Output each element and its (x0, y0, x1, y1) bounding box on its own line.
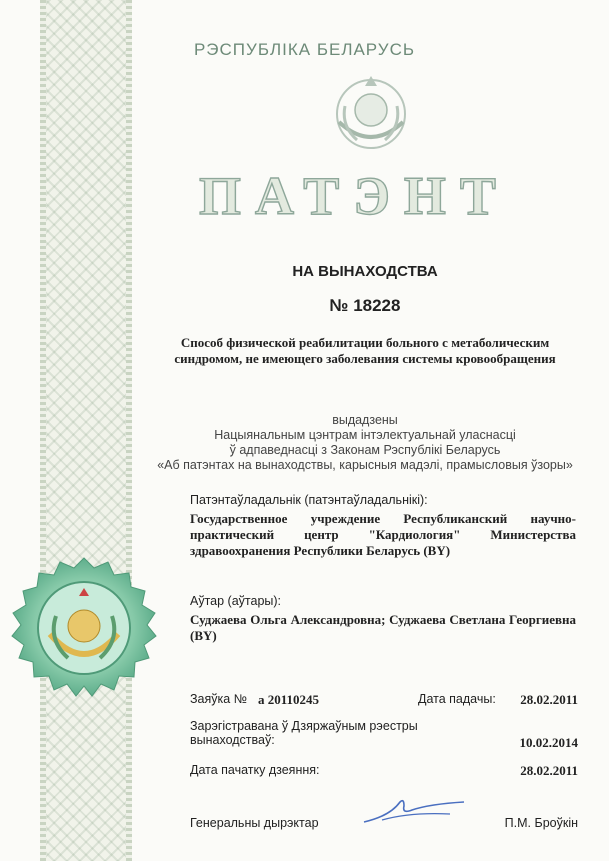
director-name: П.М. Броўкін (504, 816, 578, 830)
invention-type: НА ВЫНАХОДСТВА (292, 263, 438, 280)
decorative-border (40, 0, 132, 861)
registration-date: 10.02.2014 (519, 735, 578, 750)
registration-label-2: вынаходстваў: (190, 733, 275, 747)
filing-date-label: Дата падачы: (418, 692, 496, 706)
director-label: Генеральны дырэктар (190, 816, 319, 830)
author-value: Суджаева Ольга Александровна; Суджаева Светлана Георгиевна (BY) (190, 612, 576, 643)
registration-label-1: Зарэгістравана ў Дзяржаўным рэестры (190, 719, 418, 733)
filing-date: 28.02.2011 (520, 692, 578, 707)
start-label: Дата пачатку дзеяння: (190, 763, 320, 777)
registration-row (190, 719, 578, 750)
issuing-authority (150, 413, 580, 473)
application-number: а 20110245 (258, 692, 320, 707)
holder-label: Патэнтаўладальнік (патэнтаўладальнікі): (190, 493, 428, 507)
start-date: 28.02.2011 (520, 763, 578, 778)
issued-line-3: ў адпаведнасці з Законам Рэспублікі Беларусь (229, 443, 501, 457)
holder-value: Государственное учреждение Республиканский научно-практический центр "Кардиология" Министерства здравоохранения Республики Беларусь (BY) (190, 511, 576, 558)
author-label: Аўтар (аўтары): (190, 594, 282, 608)
application-label: Заяўка № (190, 692, 248, 706)
hologram-seal (10, 556, 158, 704)
issued-line-2: Нацыянальным цэнтрам інтэлектуальнай уласнасці (214, 428, 516, 442)
patent-number: № 18228 (329, 296, 401, 315)
state-emblem-icon (325, 66, 417, 156)
signature (360, 792, 470, 832)
republic-heading: РЭСПУБЛІКА БЕЛАРУСЬ (193, 40, 416, 59)
application-row (190, 692, 578, 706)
issued-line-1: выдадзены (332, 413, 398, 427)
patent-title: ПАТЭНТ (199, 166, 510, 226)
issued-line-4: «Аб патэнтах на вынаходствы, карысныя мадэлі, прамысловыя ўзоры» (157, 458, 573, 472)
start-row (190, 763, 578, 777)
invention-title: Способ физической реабилитации больного с метаболическим синдромом, не имеющего заболевания системы кровообращения (174, 335, 556, 366)
